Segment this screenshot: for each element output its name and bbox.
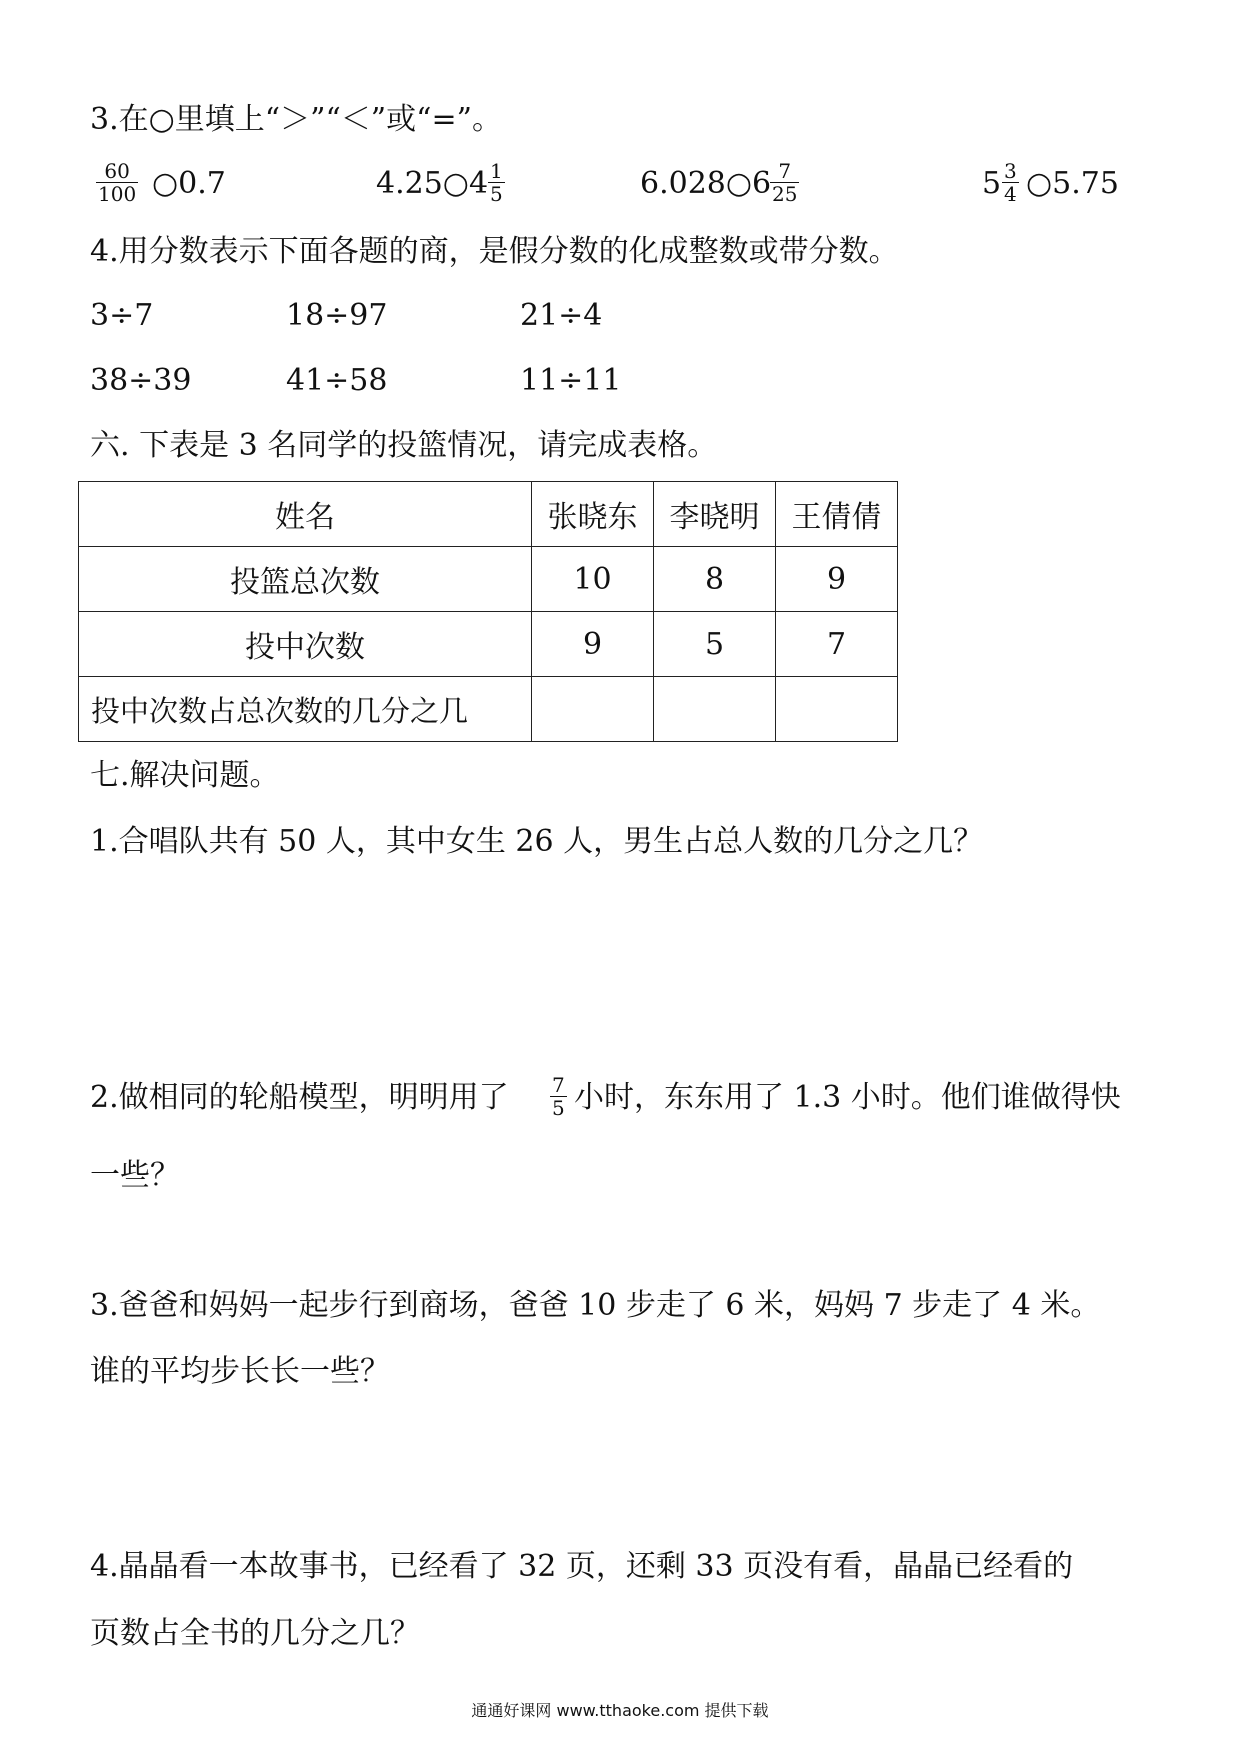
numerator: 7: [778, 159, 792, 183]
fraction: [550, 1074, 567, 1119]
table-header-cell: 李晓明: [654, 482, 776, 547]
table-row: [79, 677, 898, 742]
page-footer: 通通好课网 www.tthaoke.com 提供下载: [471, 1701, 769, 1720]
problem-2-text-c: 一些？: [90, 1158, 180, 1193]
table-cell: 7: [776, 612, 898, 677]
q4-expr: 11÷11: [520, 363, 622, 398]
table-cell: 8: [654, 547, 776, 612]
denominator: 5: [552, 1096, 565, 1120]
table-cell: 投篮总次数: [79, 547, 532, 612]
table-cell: 9: [532, 612, 654, 677]
comparison-lead: 4.25○4: [376, 166, 489, 201]
q4-expr: 18÷97: [286, 298, 388, 333]
table-header-cell: 姓名: [79, 482, 532, 547]
section7-heading: 七.解决问题。: [90, 758, 280, 793]
q3-heading: 3.在○里填上“＞”“＜”或“=”。: [90, 102, 502, 137]
comparison-rest: ○5.75: [1026, 166, 1119, 201]
problem-3-text-b: 谁的平均步长长一些？: [90, 1354, 390, 1389]
comparison-lead: 6.028○6: [640, 166, 772, 201]
problem-2-text-b: 小时，东东用了 1.3 小时。他们谁做得快: [574, 1080, 1121, 1115]
denominator: 100: [98, 182, 137, 206]
problem-3-text-a: 3.爸爸和妈妈一起步行到商场，爸爸 10 步走了 6 米，妈妈 7 步走了 4 米。: [90, 1288, 1101, 1323]
numerator: 60: [104, 159, 130, 183]
numerator: 7: [552, 1073, 565, 1097]
table-row: [79, 612, 898, 677]
problem-2-text-a: 2.做相同的轮船模型，明明用了: [90, 1080, 509, 1115]
q4-heading: 4.用分数表示下面各题的商，是假分数的化成整数或带分数。: [90, 234, 899, 269]
problem-4-text-a: 4.晶晶看一本故事书，已经看了 32 页，还剩 33 页没有看，晶晶已经看的: [90, 1549, 1074, 1584]
q4-expr: 38÷39: [90, 363, 192, 398]
score-table: [78, 481, 898, 742]
table-cell: 投中次数: [79, 612, 532, 677]
fraction: [488, 160, 505, 205]
denominator: 4: [1004, 182, 1017, 206]
denominator: 25: [772, 182, 798, 206]
table-cell: 10: [532, 547, 654, 612]
table-cell: 9: [776, 547, 898, 612]
answer-cell[interactable]: [654, 677, 776, 742]
fraction: [96, 160, 138, 205]
comparison-rest: ○0.7: [152, 166, 226, 201]
problem-4-text-b: 页数占全书的几分之几？: [90, 1616, 420, 1651]
numerator: 1: [490, 159, 503, 183]
numerator: 3: [1004, 159, 1017, 183]
table-cell: 投中次数占总次数的几分之几: [79, 677, 532, 742]
comparison-lead: 5: [982, 166, 1002, 201]
fraction: [770, 160, 799, 205]
fraction: [1002, 160, 1019, 205]
section6-heading: 六. 下表是 3 名同学的投篮情况，请完成表格。: [90, 428, 718, 463]
denominator: 5: [490, 182, 503, 206]
table-header-cell: 王倩倩: [776, 482, 898, 547]
table-header-row: [79, 482, 898, 547]
table-cell: 5: [654, 612, 776, 677]
table-header-cell: 张晓东: [532, 482, 654, 547]
problem-1: 1.合唱队共有 50 人，其中女生 26 人，男生占总人数的几分之几？: [90, 824, 984, 859]
q4-expr: 21÷4: [520, 298, 603, 333]
answer-cell[interactable]: [532, 677, 654, 742]
table-row: [79, 547, 898, 612]
answer-cell[interactable]: [776, 677, 898, 742]
q4-expr: 41÷58: [286, 363, 388, 398]
q4-expr: 3÷7: [90, 298, 154, 333]
